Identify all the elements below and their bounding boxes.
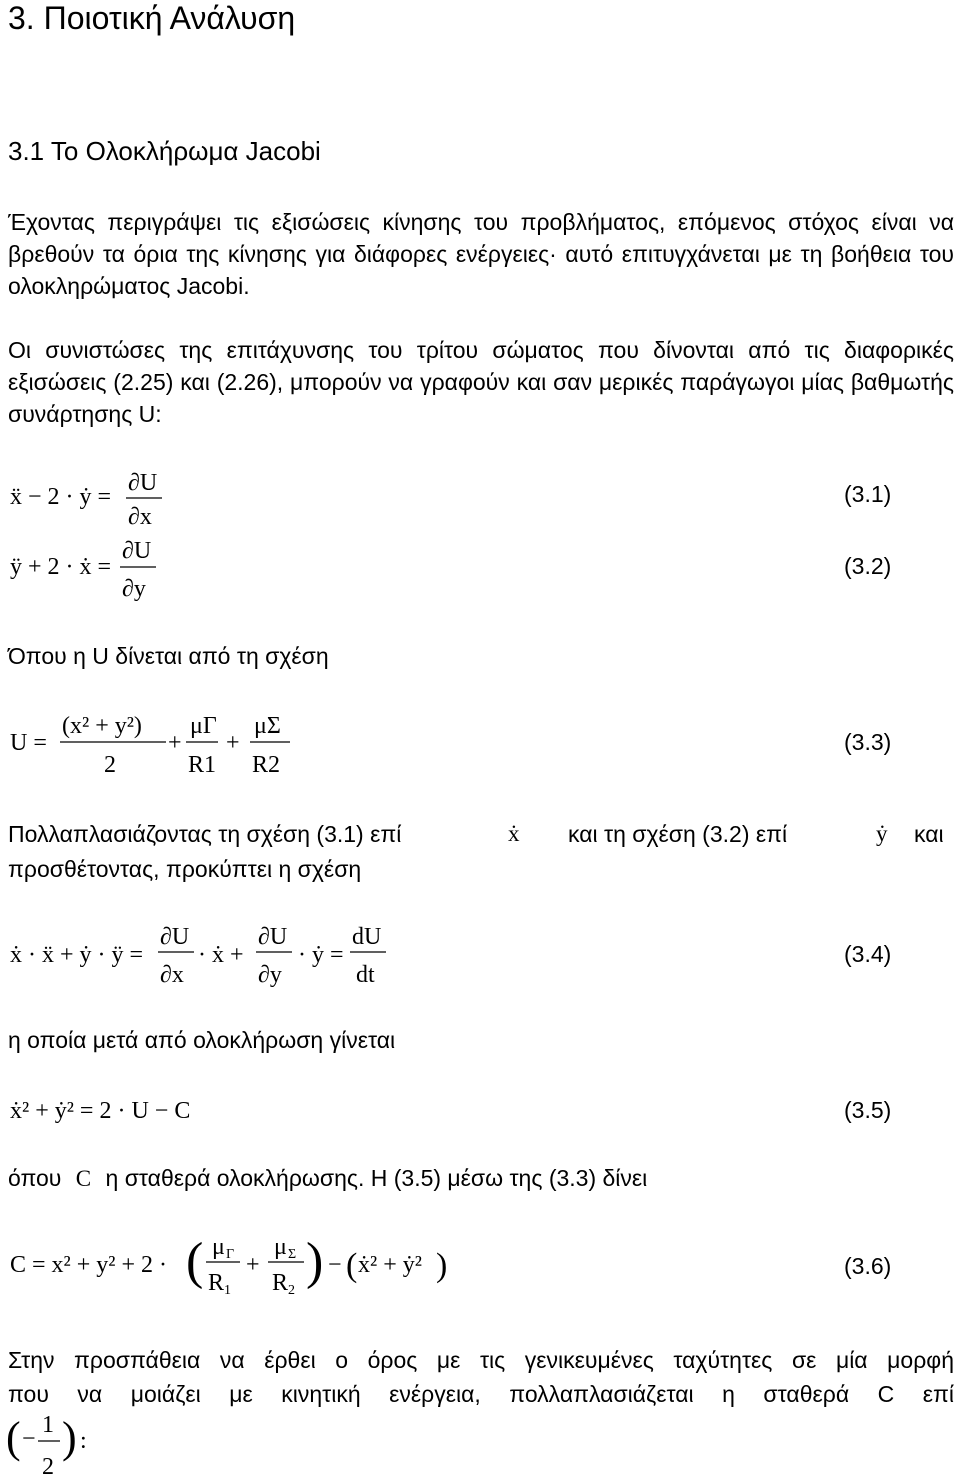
svg-text:· ẋ +: · ẋ +	[198, 942, 244, 968]
svg-text:ẋ² + ẏ² = 2 · U − C: ẋ² + ẏ² = 2 · U − C	[10, 1098, 191, 1124]
p4-part-c: και	[914, 821, 944, 847]
eq2-number: (3.2)	[844, 553, 892, 579]
eq1-number: (3.1)	[844, 481, 892, 507]
svg-text:(: (	[6, 1413, 21, 1462]
eq3-term3-denominator: R2	[252, 752, 281, 778]
svg-text:C = x² + y² + 2 ·: C = x² + y² + 2 ·	[10, 1252, 167, 1278]
eq3-term2-numerator: μΓ	[190, 713, 217, 739]
paragraph-multiply-line2: προσθέτοντας, προκύπτει η σχέση	[8, 856, 362, 882]
eq5-number: (3.5)	[844, 1097, 892, 1123]
paragraph-acceleration: Οι συνιστώσες της επιτάχυνσης του τρίτου σώματος που δίνονται από τις διαφορικές εξισώσεις (2.25) και (2.26), μπορούν να γραφούν και σαν μερικές παράγωγοι μίας βαθμωτής συνάρτησης U:	[8, 337, 954, 427]
svg-text:−: −	[22, 1426, 36, 1452]
eq2-lhs: ÿ + 2 · ẋ =	[10, 554, 112, 580]
svg-text:∂U: ∂U	[258, 924, 288, 950]
eq2-denominator: ∂y	[122, 576, 146, 602]
xdot-symbol: ẋ	[508, 821, 520, 846]
paragraph-kinetic-line2: που να μοιάζει με κινητική ενέργεια, πολλαπλασιάζεται η σταθερά C επί	[8, 1381, 954, 1407]
p4-part-a: Πολλαπλασιάζοντας τη σχέση (3.1) επί	[8, 821, 402, 847]
p6-part-b: η σταθερά ολοκλήρωσης. Η (3.5) μέσω της (3.3) δίνει	[105, 1165, 648, 1191]
svg-text:dU: dU	[352, 924, 382, 950]
svg-text:μ: μ	[274, 1234, 287, 1260]
svg-text:∂U: ∂U	[160, 924, 190, 950]
svg-text::: :	[80, 1428, 87, 1454]
eq3-number: (3.3)	[844, 729, 892, 755]
svg-text:ẋ · ẍ + ẏ · ÿ =: ẋ · ẍ + ẏ · ÿ =	[10, 942, 144, 968]
constant-c-symbol: C	[75, 1166, 92, 1191]
chapter-title: 3. Ποιοτική Ανάλυση	[8, 0, 296, 36]
eq1-denominator: ∂x	[128, 504, 152, 530]
svg-text:(: (	[346, 1247, 358, 1284]
ydot-symbol: ẏ	[876, 821, 888, 846]
p4-part-b: και τη σχέση (3.2) επί	[568, 821, 788, 847]
paragraph-kinetic-line1: Στην προσπάθεια να έρθει ο όρος με τις γενικευμένες ταχύτητες σε μία μορφή	[8, 1347, 954, 1373]
svg-text:Σ: Σ	[288, 1247, 297, 1262]
svg-text:ẋ² + ẏ²: ẋ² + ẏ²	[358, 1252, 422, 1278]
svg-text:2: 2	[288, 1283, 295, 1298]
eq4-number: (3.4)	[844, 941, 892, 967]
svg-text:): )	[62, 1413, 77, 1462]
eq3-lhs: U =	[10, 730, 47, 756]
svg-text:· ẏ =: · ẏ =	[298, 942, 344, 968]
svg-text:(: (	[186, 1233, 204, 1290]
svg-text:+: +	[246, 1252, 260, 1278]
subsection-title: 3.1 Το Ολοκλήρωμα Jacobi	[8, 136, 321, 166]
svg-text:): )	[436, 1247, 448, 1284]
svg-text:μ: μ	[212, 1234, 225, 1260]
eq3-term1-numerator: (x² + y²)	[62, 713, 142, 739]
svg-text:R: R	[272, 1270, 289, 1296]
svg-text:1: 1	[42, 1412, 54, 1438]
paragraph-integration: η οποία μετά από ολοκλήρωση γίνεται	[8, 1027, 396, 1053]
svg-text:∂y: ∂y	[258, 962, 282, 988]
eq1-lhs: ẍ − 2 · ẏ =	[10, 484, 112, 510]
paragraph-intro: Έχοντας περιγράψει τις εξισώσεις κίνησης του προβλήματος, επόμενος στόχος είναι να βρεθούν τα όρια της κίνησης για διάφορες ενέργειες· αυτό επιτυγχάνεται με τη βοήθεια του ολοκληρώματος Jacobi.	[8, 209, 954, 299]
svg-text:1: 1	[224, 1283, 231, 1298]
eq3-term2-denominator: R1	[188, 752, 217, 778]
eq2-numerator: ∂U	[122, 538, 152, 564]
svg-text:+: +	[168, 730, 182, 756]
svg-text:+: +	[226, 730, 240, 756]
svg-text:−: −	[328, 1252, 342, 1278]
svg-text:∂x: ∂x	[160, 962, 184, 988]
eq3-term1-denominator: 2	[104, 752, 116, 778]
eq6-number: (3.6)	[844, 1253, 892, 1279]
eq3-term3-numerator: μΣ	[254, 713, 281, 739]
svg-text:R: R	[208, 1270, 225, 1296]
svg-text:): )	[306, 1233, 324, 1290]
paragraph-u-definition: Όπου η U δίνεται από τη σχέση	[8, 643, 329, 669]
svg-text:Γ: Γ	[226, 1247, 235, 1262]
svg-text:dt: dt	[356, 962, 375, 988]
svg-text:2: 2	[42, 1454, 54, 1480]
p6-part-a: όπου	[8, 1165, 62, 1191]
eq1-numerator: ∂U	[128, 470, 158, 496]
